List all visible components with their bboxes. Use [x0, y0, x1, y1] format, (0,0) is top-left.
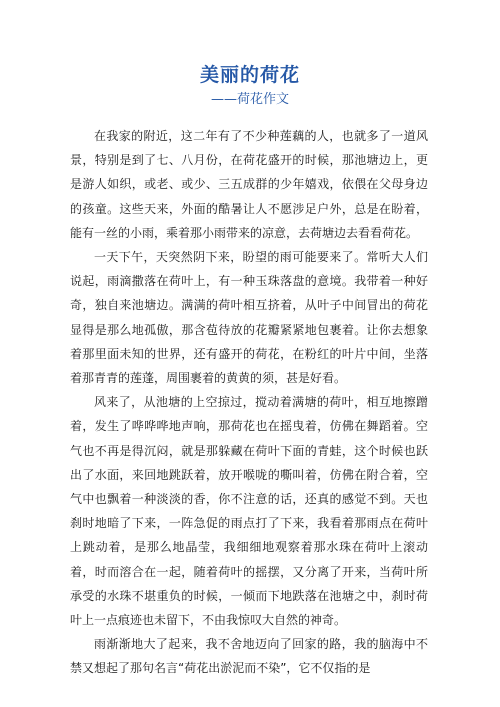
essay-title: 美丽的荷花 — [199, 64, 300, 86]
paragraph-2: 一天下午，天突然阴下来，盼望的雨可能要来了。常听大人们说起，雨滴撒落在荷叶上，有一种玉珠落盘的意境。我带着一种好奇，独自来池塘边。满满的荷叶相互挤着，从叶子中间冒出的荷花显得是那么地孤傲，那含苞待放的花瓣紧紧地包裹着。让你去想象着那里面未知的世界，还有盛开的荷花，在粉红的叶片中间，坐落着那青青的莲蓬，周围裹着的黄黄的须，甚是好看。 — [70, 250, 428, 386]
paragraph-3: 风来了，从池塘的上空掠过，搅动着满塘的荷叶，相互地擦蹭着，发生了哗哗哗地声响，那荷花也在摇曳着，仿佛在舞蹈着。空气也不再是得沉闷，就是那躲藏在荷叶下面的青蛙，这个时候也跃出了水面，来回地跳跃着，放开喉咙的嘶叫着，仿佛在附合着，空气中也飘着一种淡淡的香，你不注意的话，还真的感觉不到。天也刹时地暗了下来，一阵急促的雨点打了下来，我看着那雨点在荷叶上跳动着，是那么地晶莹，我细细地观察着那水珠在荷叶上滚动着，时而溶合在一起，随着荷叶的摇摆，又分离了开来，当荷叶所承受的水珠不堪重负的时候，一倾而下地跌落在池塘之中，刹时荷叶上一点痕迹也未留下，不由我惊叹大自然的神奇。 — [70, 395, 428, 628]
essay-subtitle: ——荷花作文 — [210, 92, 289, 107]
paragraph-1: 在我家的附近，这二年有了不少种莲藕的人，也就多了一道风景，特别是到了七、八月份，在荷花盛开的时候，那池塘边上，更是游人如织，或老、或少、三五成群的少年嬉戏，依偎在父母身边的孩童。这些天来，外面的酷暑让人不愿涉足户外，总是在盼着，能有一丝的小雨，乘着那小雨带来的凉意，去荷塘边去看看荷花。 — [70, 129, 428, 240]
essay-body — [70, 124, 428, 681]
paragraph-4: 雨渐渐地大了起来，我不舍地迈向了回家的路，我的脑海中不禁又想起了那句名言“荷花出淤泥而不染”，它不仅指的是 — [70, 637, 428, 676]
